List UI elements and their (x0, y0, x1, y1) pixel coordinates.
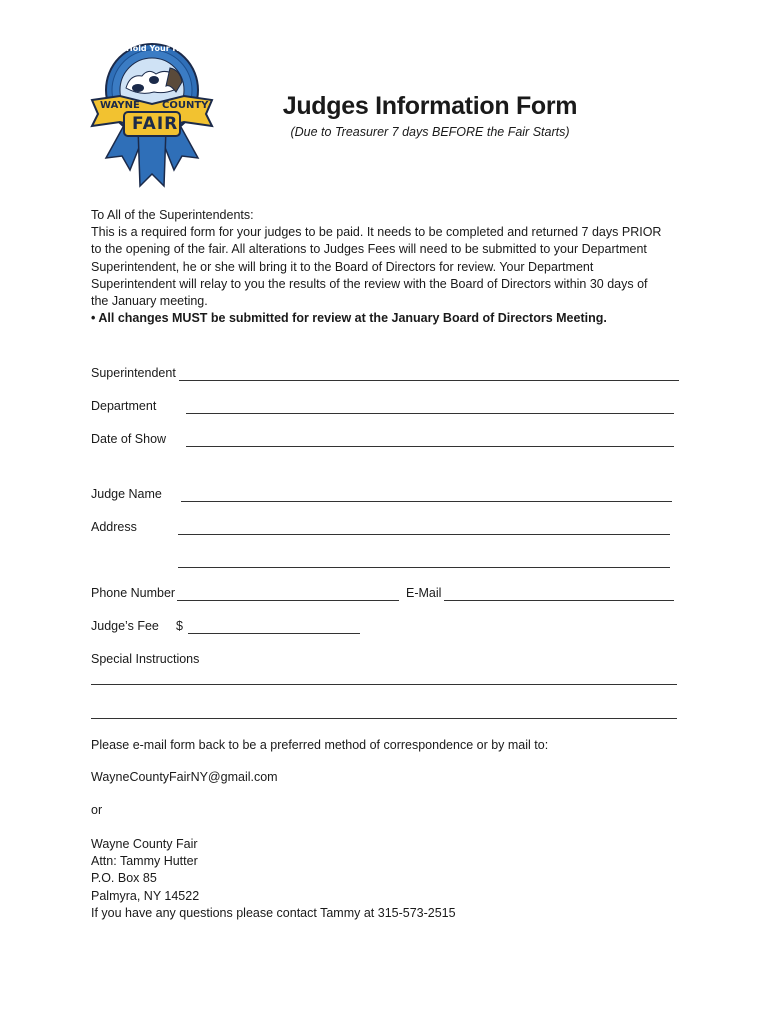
contact-line: If you have any questions please contact Tammy at 315-573-2515 (91, 905, 456, 920)
address-line-1[interactable] (178, 534, 670, 535)
phone-number-label: Phone Number (91, 586, 176, 600)
superintendent-line[interactable] (179, 380, 679, 381)
judge-name-line[interactable] (181, 501, 672, 502)
mail-line: P.O. Box 85 (91, 871, 157, 886)
fair-ribbon-emblem (88, 38, 216, 188)
currency-symbol: $ (176, 619, 183, 633)
email-line[interactable] (444, 600, 674, 601)
date-of-show-line[interactable] (186, 446, 674, 447)
mailing-address (91, 836, 691, 922)
mail-line: Palmyra, NY 14522 (91, 888, 200, 903)
intro-line: Superintendent will relay to you the results of the review with the Board of Directors within 30 days of (91, 276, 648, 291)
address-label: Address (91, 520, 137, 534)
or-text: or (91, 803, 103, 817)
judges-fee-line[interactable] (188, 633, 360, 634)
return-instruction: Please e-mail form back to be a preferred method of correspondence or by mail to: (91, 738, 549, 752)
intro-line: This is a required form for your judges to be paid. It needs to be completed and returned 7 days PRIOR (91, 225, 662, 240)
department-label: Department (91, 399, 157, 413)
email-label: E-Mail (406, 586, 442, 600)
page-title: Judges Information Form (282, 92, 578, 120)
phone-number-line[interactable] (177, 600, 399, 601)
wayne-county-fair-logo (88, 38, 216, 188)
contact-email: WayneCountyFairNY@gmail.com (91, 770, 278, 784)
logo-banner-right: COUNTY (162, 100, 209, 111)
logo-banner-left: WAYNE (100, 100, 140, 111)
intro-line: the January meeting. (91, 294, 208, 309)
date-of-show-label: Date of Show (91, 432, 167, 446)
judge-name-label: Judge Name (91, 487, 162, 501)
mail-line: Attn: Tammy Hutter (91, 854, 198, 869)
mail-line: Wayne County Fair (91, 837, 198, 851)
intro-line: Superintendent, he or she will bring it to the Board of Directors for review. Your Department (91, 259, 594, 274)
superintendent-label: Superintendent (91, 366, 176, 380)
logo-center-text: FAIR (132, 114, 179, 134)
intro-paragraph (91, 207, 691, 327)
department-line[interactable] (186, 413, 674, 414)
special-instructions-label: Special Instructions (91, 652, 200, 666)
page-subtitle: (Due to Treasurer 7 days BEFORE the Fair Starts) (290, 125, 570, 139)
special-instructions-line-1[interactable] (91, 684, 677, 685)
intro-greeting: To All of the Superintendents: (91, 208, 254, 222)
address-line-2[interactable] (178, 567, 670, 568)
intro-bullet: • All changes MUST be submitted for review at the January Board of Directors Meeting. (91, 311, 607, 326)
logo-arc-text: Hold Your Horses (126, 44, 204, 53)
intro-line: to the opening of the fair. All alterations to Judges Fees will need to be submitted to your Department (91, 242, 647, 257)
special-instructions-line-2[interactable] (91, 718, 677, 719)
judges-fee-label: Judge’s Fee (91, 619, 159, 633)
